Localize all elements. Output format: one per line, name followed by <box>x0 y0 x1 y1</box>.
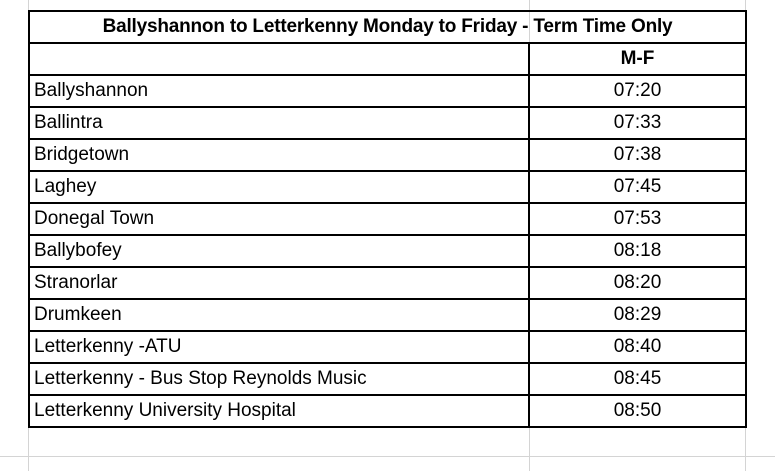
departure-time-cell[interactable]: 07:53 <box>529 203 746 235</box>
header-stop-cell[interactable] <box>29 43 529 75</box>
stop-name-cell[interactable]: Bridgetown <box>29 139 529 171</box>
table-row <box>29 267 746 299</box>
stop-name-cell[interactable]: Ballybofey <box>29 235 529 267</box>
departure-time-cell[interactable]: 07:45 <box>529 171 746 203</box>
header-time-cell[interactable]: M-F <box>529 43 746 75</box>
stop-name-cell[interactable]: Stranorlar <box>29 267 529 299</box>
departure-time-cell[interactable]: 08:50 <box>529 395 746 427</box>
departure-time-cell[interactable]: 08:18 <box>529 235 746 267</box>
stop-name-cell[interactable]: Donegal Town <box>29 203 529 235</box>
stop-name-cell[interactable]: Letterkenny University Hospital <box>29 395 529 427</box>
table-row <box>29 299 746 331</box>
gridline-horizontal <box>0 456 775 457</box>
table-row <box>29 203 746 235</box>
departure-time-cell[interactable]: 07:33 <box>529 107 746 139</box>
table-row <box>29 363 746 395</box>
stop-name-cell[interactable]: Letterkenny - Bus Stop Reynolds Music <box>29 363 529 395</box>
departure-time-cell[interactable]: 08:40 <box>529 331 746 363</box>
table-row <box>29 75 746 107</box>
table-row <box>29 171 746 203</box>
departure-time-cell[interactable]: 07:20 <box>529 75 746 107</box>
stop-name-cell[interactable]: Ballyshannon <box>29 75 529 107</box>
table-row <box>29 331 746 363</box>
table-row <box>29 235 746 267</box>
stop-name-cell[interactable]: Drumkeen <box>29 299 529 331</box>
title-row <box>29 11 746 43</box>
table-row <box>29 107 746 139</box>
header-row <box>29 43 746 75</box>
table-row <box>29 395 746 427</box>
departure-time-cell[interactable]: 07:38 <box>529 139 746 171</box>
stop-name-cell[interactable]: Letterkenny -ATU <box>29 331 529 363</box>
departure-time-cell[interactable]: 08:20 <box>529 267 746 299</box>
timetable-title[interactable]: Ballyshannon to Letterkenny Monday to Friday - Term Time Only <box>29 11 746 43</box>
timetable <box>28 10 747 428</box>
departure-time-cell[interactable]: 08:29 <box>529 299 746 331</box>
stop-name-cell[interactable]: Ballintra <box>29 107 529 139</box>
departure-time-cell[interactable]: 08:45 <box>529 363 746 395</box>
stop-name-cell[interactable]: Laghey <box>29 171 529 203</box>
table-row <box>29 139 746 171</box>
